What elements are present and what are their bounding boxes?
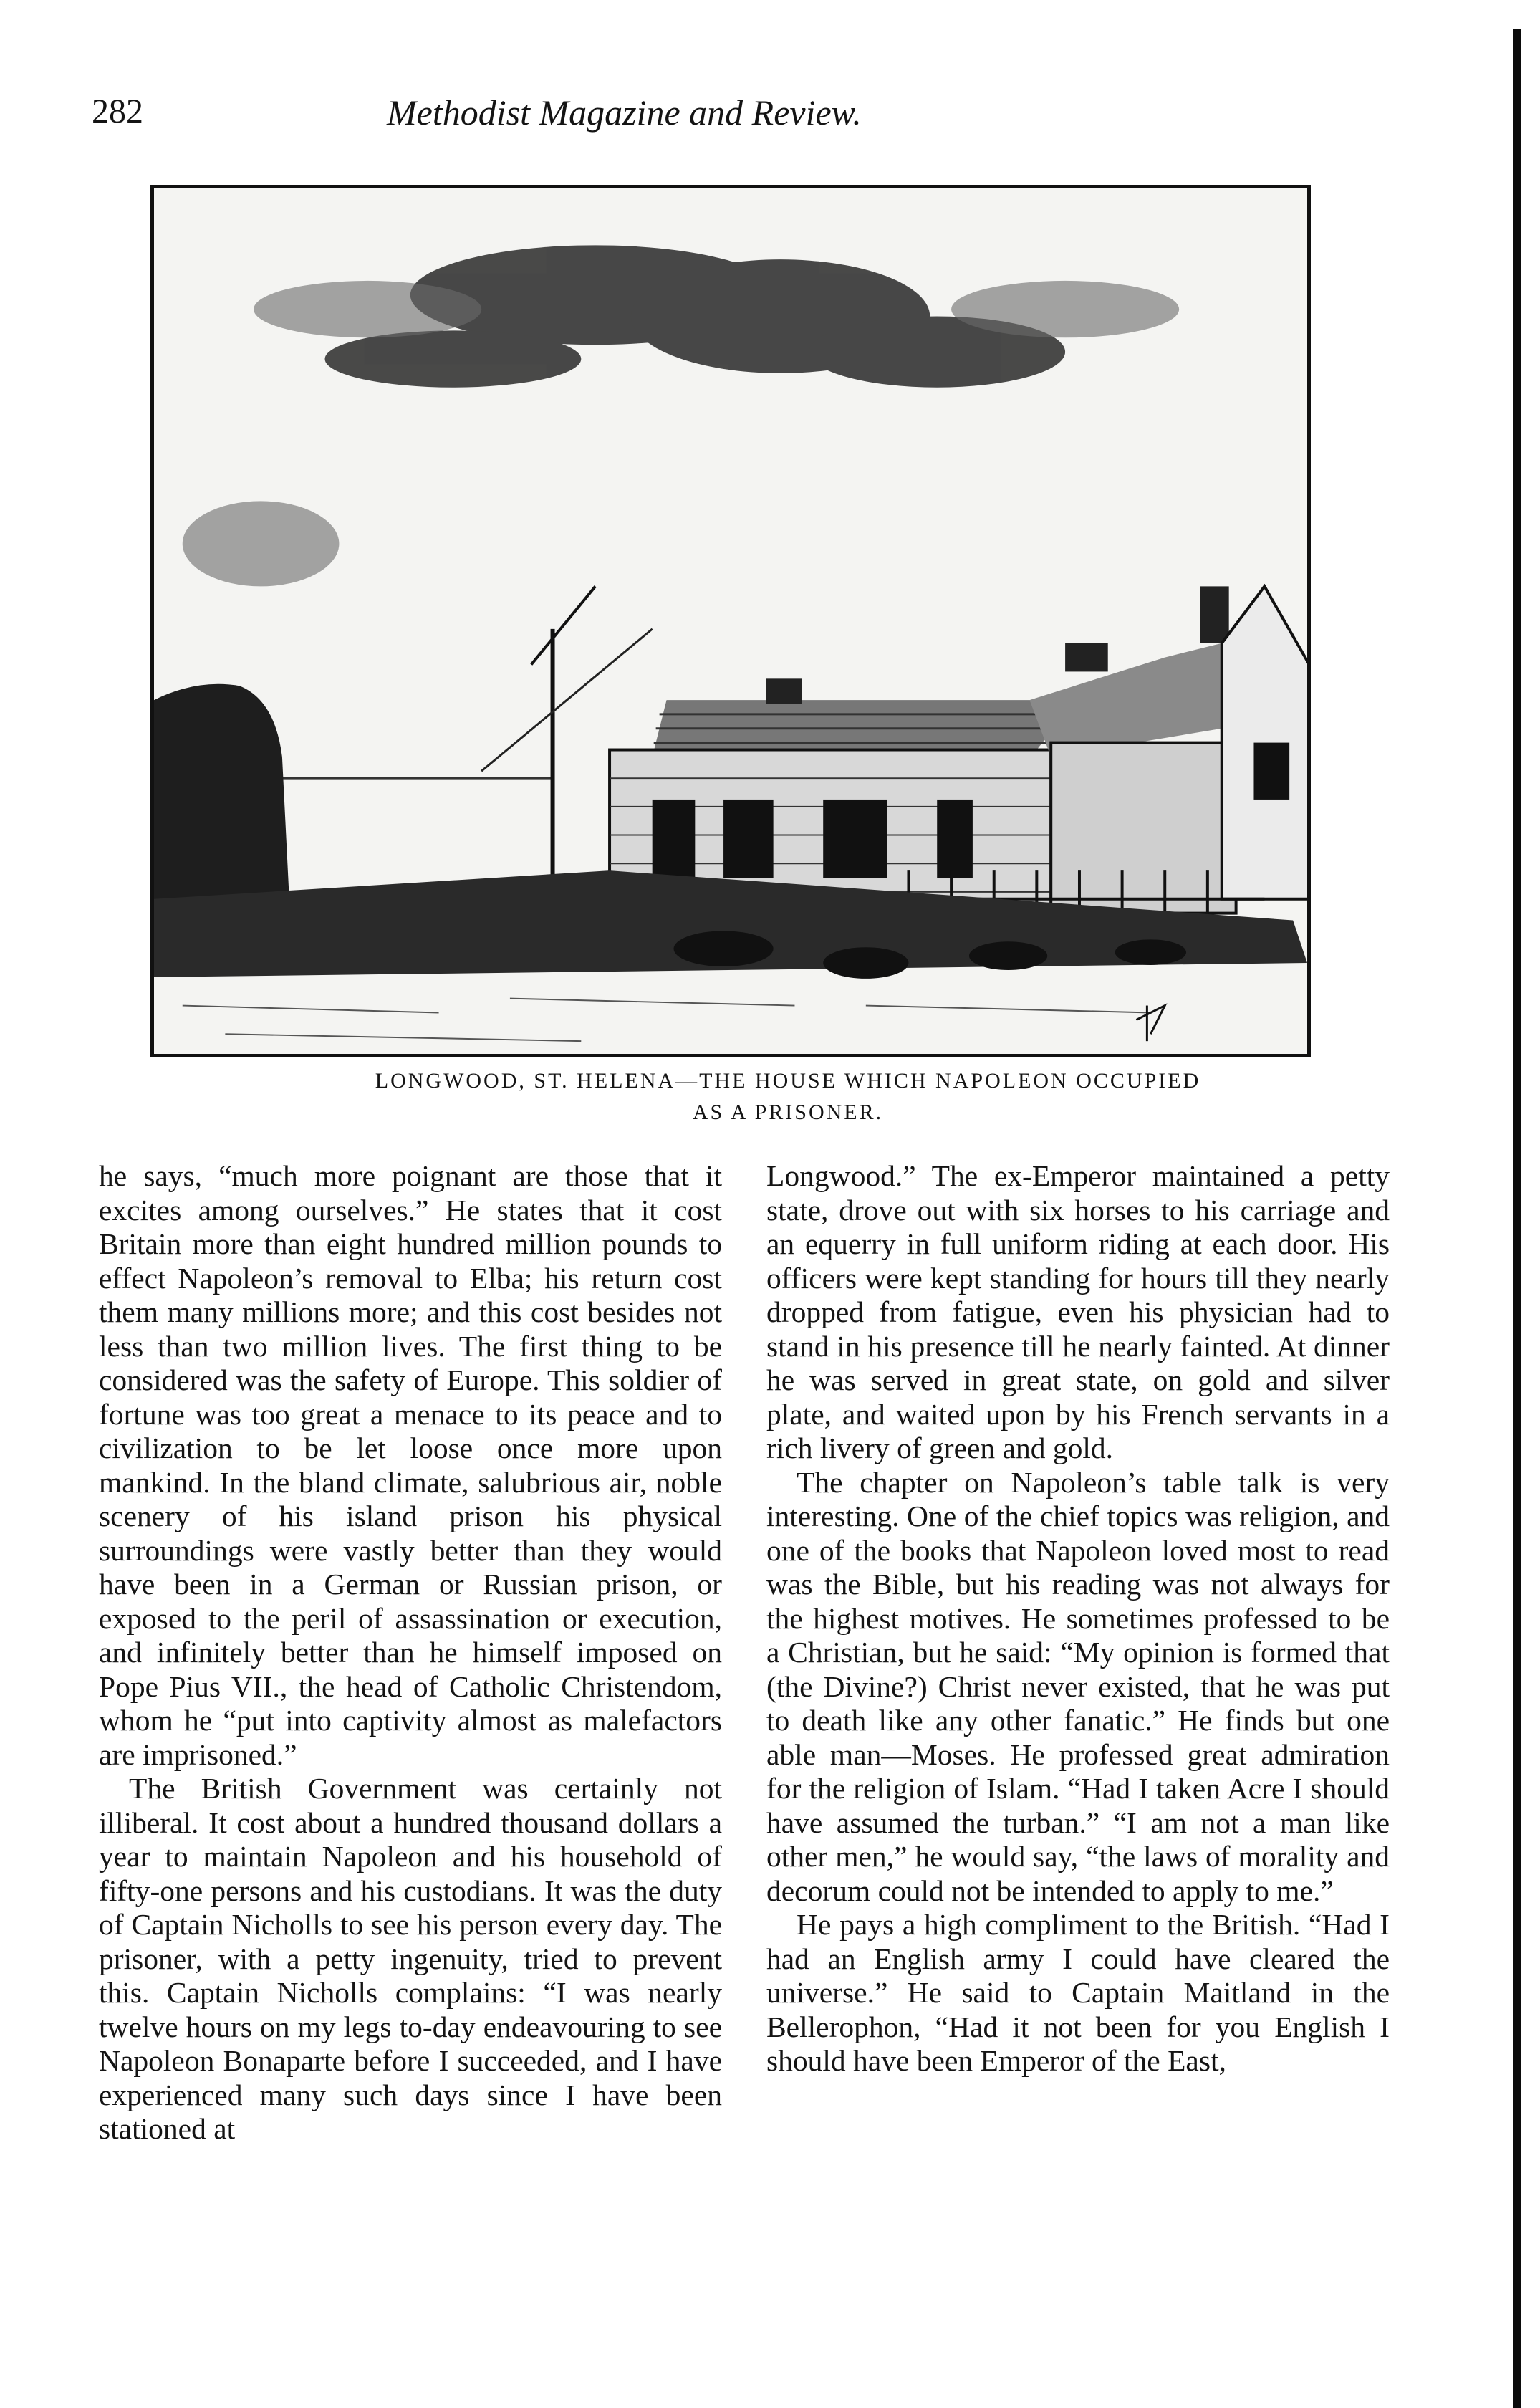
longwood-engraving [150,185,1311,1057]
figure-caption-line-1: LONGWOOD, ST. HELENA—THE HOUSE WHICH NAPOLEON OCCUPIED [375,1069,1201,1093]
paragraph: He pays a high compliment to the British. “Had I had an English army I could have cleared the universe.” He said to Captain Maitland in the Bellerophon, “Had it not been for you English I should have been Emperor of the East, [766,1908,1390,2077]
right-column [766,1159,1390,2078]
paragraph: The British Government was certainly not illiberal. It cost about a hundred thousand dollars a year to maintain Napoleon and his household of fifty-one persons and his custodians. It was the duty of Captain Nicholls to see his person every day. The prisoner, with a petty ingenuity, tried to prevent this. Captain Nicholls complains: “I was nearly twelve hours on my legs to-day endeavouring to see Napoleon Bonaparte before I succeeded, and I have experienced many such days since I have been stationed at [99,1772,722,2145]
paragraph: he says, “much more poignant are those that it excites among ourselves.” He states that it cost Britain more than eight hundred million pounds to effect Napoleon’s removal to Elba; his return cost them many millions more; and this cost besides not less than two million lives. The first thing to be considered was the safety of Europe. This soldier of fortune was too great a menace to its peace and to civilization to be let loose once more upon mankind. In the bland climate, salubrious air, noble scenery of his island prison his physical surroundings were vastly better than they would have been in a German or Russian prison, or exposed to the peril of assassination or execution, and infinitely better than he himself imposed on Pope Pius VII., the head of Catholic Christendom, whom he “put into captivity almost as malefactors are imprisoned.” [99,1159,722,1771]
running-head: Methodist Magazine and Review. [387,92,862,133]
figure-caption-line-2: AS A PRISONER. [692,1100,884,1124]
left-column [99,1159,722,2146]
paragraph: Longwood.” The ex-Emperor maintained a petty state, drove out with six horses to his carriage and an equerry in full uniform riding at each door. His officers were kept standing for hours till they nearly dropped from fatigue, even his physician had to stand in his presence till he nearly fainted. At dinner he was served in great state, on gold and silver plate, and waited upon by his French servants in a rich livery of green and gold. [766,1159,1390,1464]
page-number: 282 [92,92,143,130]
page-edge-rule [1513,29,1521,2408]
paragraph: The chapter on Napoleon’s table talk is very interesting. One of the chief topics was religion, and one of the books that Napoleon loved most to read was the Bible, but his reading was not always for the highest motives. He sometimes professed to be a Christian, but he said: “My opinion is formed that (the Divine?) Christ never existed, that he was put to death like any other fanatic.” He finds but one able man—Moses. He professed great admiration for the religion of Islam. “Had I taken Acre I should have assumed the turban.” “I am not a man like other men,” he would say, “the laws of morality and decorum could not be intended to apply to me.” [766,1465,1390,1907]
